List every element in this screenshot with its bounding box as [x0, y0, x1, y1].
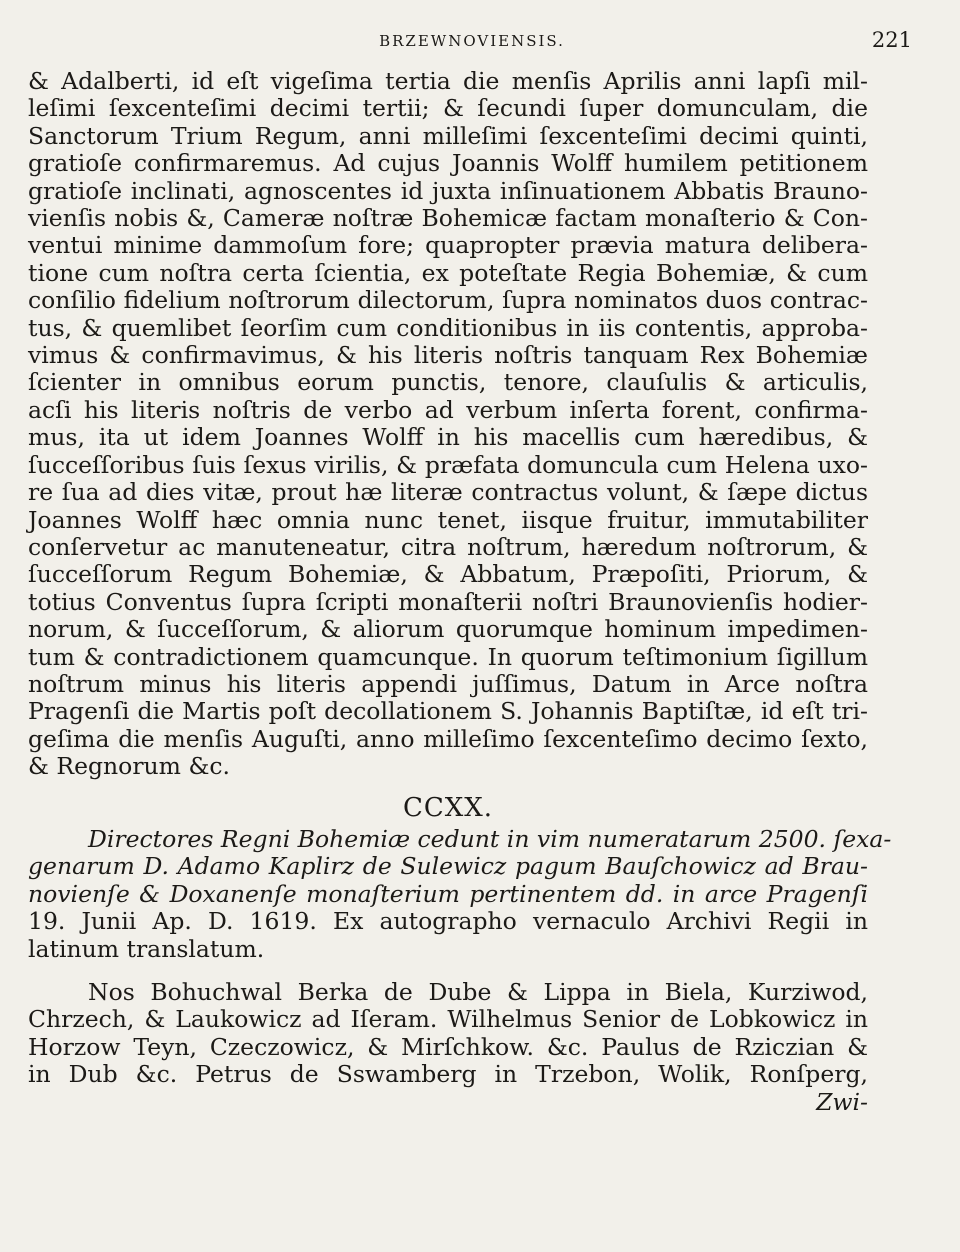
text-line: mus, ita ut idem Joannes Wolff in his macellis cum hæredibus, &: [28, 423, 868, 452]
text-line: & Regnorum &c.: [28, 752, 230, 781]
text-line: Joannes Wolff hæc omnia nunc tenet, iisque fruitur, immutabiliter: [28, 505, 868, 534]
summary-line: 19. Junii Ap. D. 1619. Ex autographo vernaculo Archivi Regii in: [28, 907, 868, 936]
text-line: ſucceſſorum Regum Bohemiæ, & Abbatum, Præpoſiti, Priorum, &: [28, 560, 868, 589]
text-line: leſimi ſexcenteſimi decimi tertii; & ſecundi ſuper domunculam, die: [28, 94, 868, 123]
text-line: ventui minime dammoſum fore; quapropter prævia matura delibera-: [28, 231, 868, 260]
page-header: [32, 28, 912, 60]
summary-line: latinum translatum.: [28, 934, 265, 963]
text-line: Chrzech, & Laukowicz ad Iſeram. Wilhelmus Senior de Lobkowicz in: [28, 1005, 868, 1034]
text-line: in Dub &c. Petrus de Sswamberg in Trzebon, Wolik, Ronſperg,: [28, 1060, 868, 1089]
text-line: re ſua ad dies vitæ, prout hæ literæ contractus volunt, & ſæpe dictus: [28, 478, 868, 507]
summary-line: genarum D. Adamo Kaplirz de Sulewicz pagum Bauſchowicz ad Brau-: [28, 852, 868, 881]
text-line: acſi his literis noſtris de verbo ad verbum inſerta forent, confirma-: [28, 395, 868, 424]
text-line: geſima die menſis Auguſti, anno milleſimo ſexcenteſimo decimo ſexto,: [28, 724, 868, 753]
text-line: vienſis nobis &, Cameræ noſtræ Bohemicæ factam monaſterio & Con-: [28, 204, 868, 233]
text-line: tum & contradictionem quamcunque. In quorum teſtimonium ſigillum: [28, 642, 868, 671]
page-number: 221: [871, 28, 912, 52]
text-line: & Adalberti, id eſt vigeſima tertia die menſis Aprilis anni lapſi mil-: [28, 67, 868, 95]
document-opening: [28, 979, 868, 1116]
document-summary: [28, 824, 892, 963]
text-line: Sanctorum Trium Regum, anni milleſimi ſexcenteſimi decimi quinti,: [28, 121, 868, 150]
text-line: gratioſe confirmaremus. Ad cujus Joannis Wolff humilem petitionem: [28, 149, 868, 178]
document-continuation: [28, 68, 868, 781]
paragraph-gap: [28, 963, 868, 979]
text-line: tione cum noſtra certa ſcientia, ex poteſtate Regia Bohemiæ, & cum: [28, 258, 868, 287]
text-line: vimus & confirmavimus, & his literis noſtris tanquam Rex Bohemiæ: [28, 341, 868, 370]
text-line: ſucceſſoribus ſuis ſexus virilis, & præfata domuncula cum Helena uxo-: [28, 450, 868, 479]
text-line: conſervetur ac manuteneatur, citra noſtrum, hæredum noſtrorum, &: [28, 532, 868, 561]
text-line: Horzow Teyn, Czeczowicz, & Mirſchkow. &c. Paulus de Rziczian &: [28, 1032, 868, 1061]
summary-line: Directores Regni Bohemiæ cedunt in vim numeratarum 2500. ſexa-: [88, 824, 892, 853]
text-line: ſcienter in omnibus eorum punctis, tenore, clauſulis & articulis,: [28, 368, 868, 397]
body-text: [28, 67, 892, 1116]
text-line: conſilio fidelium noſtrorum dilectorum, ſupra nominatos duos contrac-: [28, 286, 868, 315]
text-line: Pragenſi die Martis poſt decollationem S. Johannis Baptiſtæ, id eſt tri-: [28, 697, 868, 726]
text-line: Nos Bohuchwal Berka de Dube & Lippa in Biela, Kurziwod,: [88, 978, 868, 1006]
summary-line: novienſe & Doxanenſe monaſterium pertinentem dd. in arce Pragenſi: [28, 879, 868, 908]
text-line: norum, & ſucceſſorum, & aliorum quorumque hominum impedimen-: [28, 615, 868, 644]
text-line: tus, & quemlibet ſeorſim cum conditionibus in iis contentis, approba-: [28, 313, 868, 342]
text-line: gratioſe inclinati, agnoscentes id juxta inſinuationem Abbatis Brauno-: [28, 176, 868, 205]
text-line: noſtrum minus his literis appendi juſſimus, Datum in Arce noſtra: [28, 669, 868, 698]
catchword: Zwi-: [816, 1087, 868, 1116]
section-heading: CCXX.: [402, 792, 494, 823]
text-line: totius Conventus ſupra ſcripti monaſterii noſtri Braunovienſis hodier-: [28, 587, 868, 616]
running-head: BRZEWNOVIENSIS.: [379, 32, 565, 50]
